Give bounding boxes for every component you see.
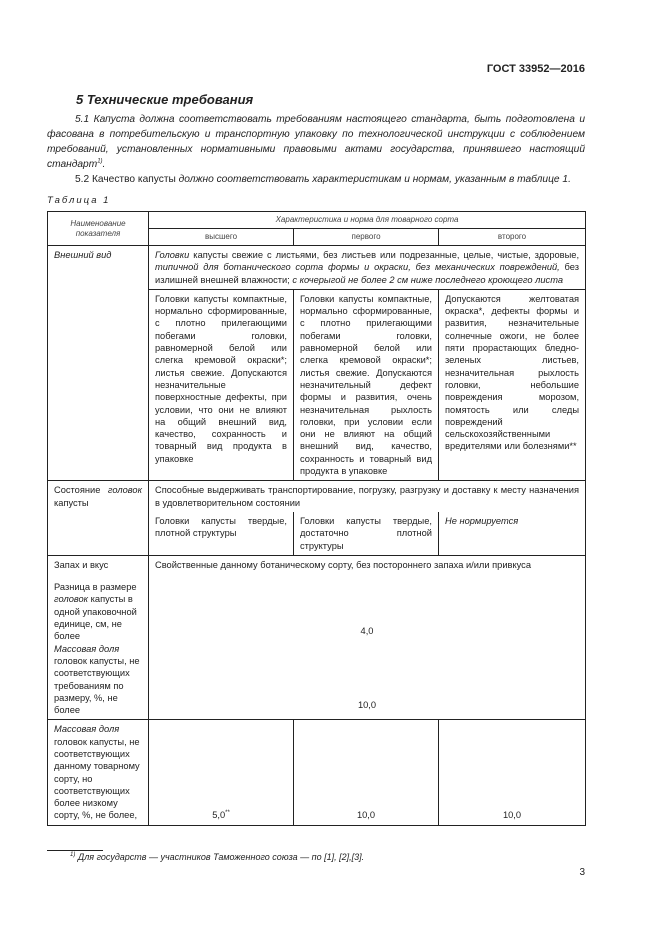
value-second: 10,0: [439, 720, 586, 825]
text-italic: Головки: [155, 250, 190, 260]
text: Состояние: [54, 485, 108, 496]
footnote-text: Для государств — участников Таможенного союза — по [1], [2],[3].: [77, 851, 365, 862]
cell-first: Головки капусты твердые, достаточно плотной структуры: [294, 512, 439, 555]
paragraph-5-2: [47, 172, 585, 187]
cell-first: Головки капусты компактные, нормально сформированные, с плотно прилегающими побегами головки, равномерной белой или слегка кремовой окраски*; листья свежие. Допускаются незначительный дефект формы и развития, очень незначительная рыхлость головки, при условии если они не влияют на общий внешний вид, качество, сохранность и товарный вид продукта в упаковке: [294, 289, 439, 480]
mass-value: 10,0: [357, 699, 377, 710]
paragraph-end: .: [102, 159, 106, 170]
paragraph-text-a: 5.2 Качество капусты: [75, 174, 179, 185]
footnote-ref: 1): [97, 158, 103, 165]
cell-highest: Головки капусты компактные, нормально сформированные, с плотно прилегающими побегами головки, равномерной белой или слегка кремовой окраски*; листья свежие. Допускаются незначительные поверхностные дефекты, при условии, что они не влияют на общий внешний вид, качество, сохранность и товарный вид продукта в упаковке: [149, 289, 294, 480]
row-label: [48, 720, 149, 825]
smell-label: Запах и вкус: [54, 559, 109, 570]
text-italic: головок: [107, 485, 142, 496]
text-italic: Массовая доля: [54, 643, 120, 654]
value-highest: 5,0: [212, 810, 226, 821]
header-grade-first: первого: [294, 229, 439, 246]
paragraph-5-1: [47, 112, 585, 172]
row-label: [48, 481, 149, 555]
header-grade-second: второго: [439, 229, 586, 246]
document-id: ГОСТ 33952—2016: [486, 63, 585, 75]
requirements-table: [47, 211, 586, 826]
text: капусты в одной упаковочной единице, см, не более: [54, 594, 137, 642]
paragraph-text: 5.1 Капуста должна соответствовать требованиям настоящего стандарта, быть подготовлена и фасована в потребительскую и транспортную упаковку по технологической инструкции с соблюдением требований, установленных нормативными правовыми актами государства, принявшего настоящий стандарт: [47, 114, 585, 170]
footnote-mark: **: [225, 810, 230, 817]
row-common: [149, 246, 586, 290]
smell-value: Свойственные данному ботаническому сорту, без постороннего запаха и/или привкуса: [155, 559, 532, 570]
table-row: [48, 720, 586, 825]
text: головок капусты, не соответствующих данному товарному сорту, но соответствующих более низкому сорту, %, не более,: [54, 736, 140, 821]
value-first: 10,0: [294, 720, 439, 825]
footnote: [70, 851, 585, 863]
header-indicator: Наименование показателя: [48, 212, 149, 246]
text-italic: Массовая доля: [54, 724, 120, 735]
header-grade-highest: высшего: [149, 229, 294, 246]
table-caption: Таблица 1: [47, 195, 111, 206]
table-row: [48, 481, 586, 512]
page-number: 3: [579, 866, 585, 878]
text: капусты свежие с листьями, без листьев или подрезанные, целые, чистые, здоровые,: [189, 250, 580, 260]
text-italic: головок: [54, 594, 89, 605]
size-value: 4,0: [360, 626, 374, 637]
header-group: Характеристика и норма для товарного сорта: [149, 212, 586, 229]
text-italic: с кочерыгой не более 2 см ниже последнего кроющего листа: [292, 274, 564, 285]
row-label: Внешний вид: [54, 250, 112, 260]
mass-label: [54, 643, 142, 717]
size-label: [54, 581, 142, 642]
text: головок капусты, не соответствующих требованиям по размеру, %, не более: [54, 655, 140, 716]
row-common: Способные выдерживать транспортирование, погрузку, разгрузку и доставку к месту назначения в удовлетворительном состоянии: [149, 481, 586, 512]
cell-highest: Головки капусты твердые, плотной структуры: [149, 512, 294, 555]
text: без излишней внешней влажности;: [155, 262, 580, 285]
paragraph-text-b: должно соответствовать характеристикам и нормам, указанным в таблице 1.: [178, 174, 571, 185]
cell-second: Допускаются желтоватая окраска*, дефекты формы и развития, незначительные солнечные ожоги, не более пяти прорастающих бледно-зеленых листьев, незначительная рыхлость головки, небольшие повреждения морозом, помятость или следы повреждений сельскохозяйственными вредителями или болезнями**: [439, 289, 586, 480]
section-title: 5 Технические требования: [76, 92, 254, 107]
text: Разница в размере: [54, 582, 137, 593]
footnote-mark: 1): [70, 851, 76, 858]
text-italic: типичной для ботанического сорта формы и окраски, без механических повреждений,: [155, 262, 560, 273]
table-row: [48, 555, 586, 720]
cell-second: Не нормируется: [445, 515, 519, 526]
text: капусты: [54, 497, 89, 508]
table-row: [48, 246, 586, 290]
